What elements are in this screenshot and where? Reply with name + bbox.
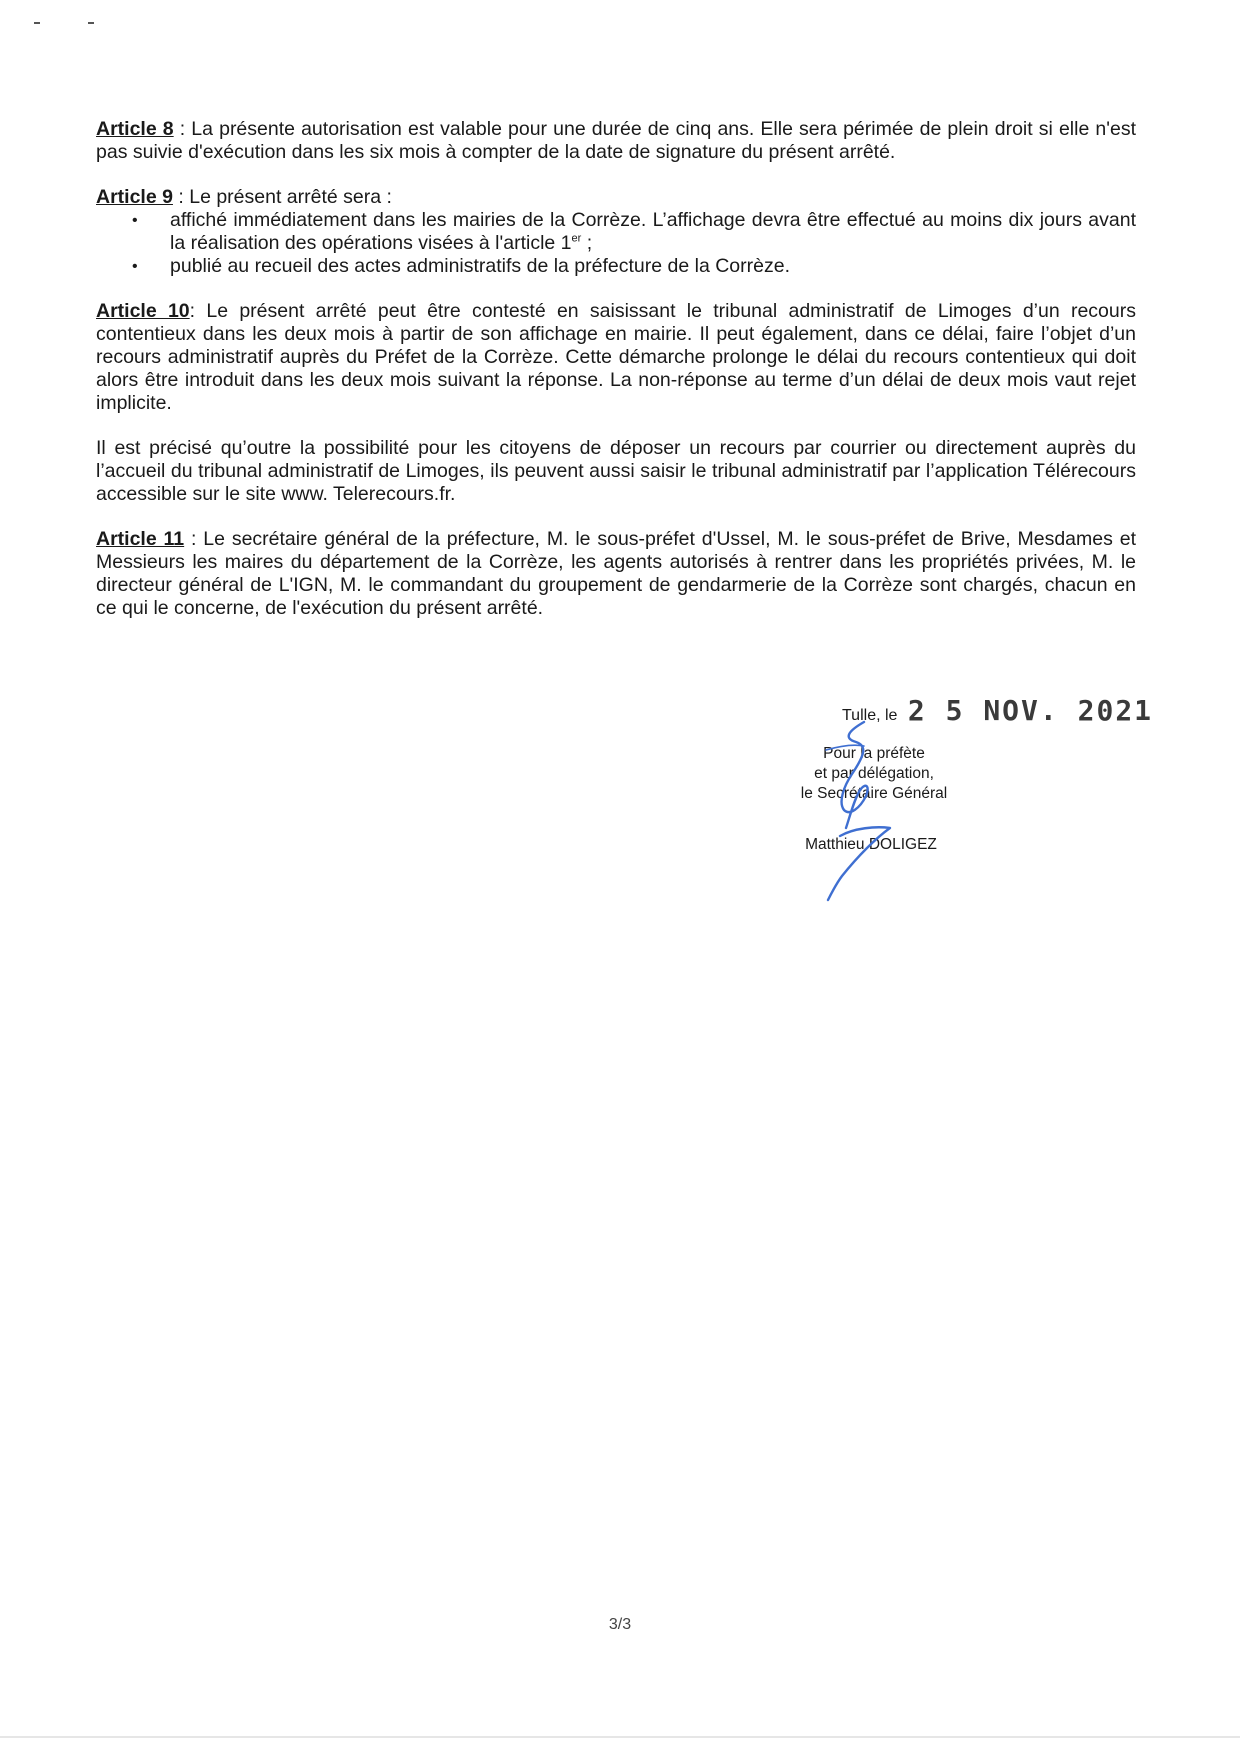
article-9 — [96, 186, 1136, 278]
article-8 — [96, 118, 1136, 164]
signature-line-2: et par délégation, — [814, 765, 934, 782]
article-11-separator: : — [184, 528, 204, 550]
list-item — [96, 255, 1136, 278]
article-10-separator: : — [189, 300, 207, 322]
article-9-intro — [96, 186, 1136, 209]
article-10-paragraph — [96, 300, 1136, 415]
list-item — [96, 209, 1136, 255]
scan-mark-left — [34, 22, 40, 24]
list-item-superscript: er — [571, 232, 582, 245]
article-11-label: Article 11 — [96, 528, 185, 550]
page-number: 3/3 — [608, 1616, 632, 1633]
article-9-separator: : — [172, 186, 190, 208]
article-9-text: Le présent arrêté sera : — [189, 186, 392, 208]
telerecours-note — [96, 437, 1136, 506]
signature-line-3: le Secrétaire Général — [800, 785, 948, 802]
article-11-text: Le secrétaire général de la préfecture, M. le sous-préfet d'Ussel, M. le sous-préfet de Brive, Mesdames et Messieurs les maires du département de la Corrèze, les agents autorisés à rentrer dans les propriétés privées, M. le directeur général de L'IGN, M. le commandant du groupement de gendarmerie de la Corrèze sont chargés, chacun en ce qui le concerne, de l'exécution du présent arrêté. — [96, 528, 1136, 619]
article-9-list — [96, 209, 1136, 278]
date-stamp: 2 5 NOV. 2021 — [907, 694, 1154, 727]
article-8-separator: : — [173, 118, 192, 140]
article-9-label: Article 9 — [96, 186, 173, 208]
article-10-text: Le présent arrêté peut être contesté en saisissant le tribunal administratif de Limoges d’un recours contentieux dans les deux mois à partir de son affichage en mairie. Il peut également, dans ce délai, faire l’objet d’un recours administratif auprès du Préfet de la Corrèze. Cette démarche prolonge le délai du recours contentieux qui doit alors être introduit dans les deux mois suivant la réponse. La non-réponse au terme d’un délai de deux mois vaut rejet implicite. — [96, 300, 1136, 414]
signature-place: Tulle, le — [842, 707, 898, 724]
document-body — [96, 118, 1136, 642]
article-11-paragraph — [96, 528, 1136, 620]
telerecours-note-paragraph: Il est précisé qu’outre la possibilité pour les citoyens de déposer un recours par courrier ou directement auprès du l’accueil du tribunal administratif de Limoges, ils peuvent aussi saisir le tribunal administratif par l’application Télérecours accessible sur le site www. Telerecours.fr. — [96, 437, 1136, 505]
list-item-tail: ; — [581, 232, 593, 254]
signature-line-1: Pour la préfète — [823, 745, 925, 762]
scan-mark-right — [88, 22, 94, 24]
article-8-label: Article 8 — [96, 118, 174, 140]
signatory-name: Matthieu DOLIGEZ — [805, 836, 937, 853]
list-item-text: publié au recueil des actes administratifs de la préfecture de la Corrèze. — [170, 255, 790, 277]
article-8-text: La présente autorisation est valable pour une durée de cinq ans. Elle sera périmée de plein droit si elle n'est pas suivie d'exécution dans les six mois à compter de la date de signature du présent arrêté. — [96, 118, 1137, 163]
list-item-text: affiché immédiatement dans les mairies de la Corrèze. L’affichage devra être effectué au moins dix jours avant la réalisation des opérations visées à l'article 1 — [170, 209, 1136, 254]
article-8-paragraph — [96, 118, 1136, 164]
article-10-label: Article 10 — [96, 300, 190, 322]
scan-bottom-edge — [0, 1736, 1240, 1738]
article-10 — [96, 300, 1136, 415]
article-11 — [96, 528, 1136, 620]
handwritten-signature-icon — [780, 716, 930, 906]
